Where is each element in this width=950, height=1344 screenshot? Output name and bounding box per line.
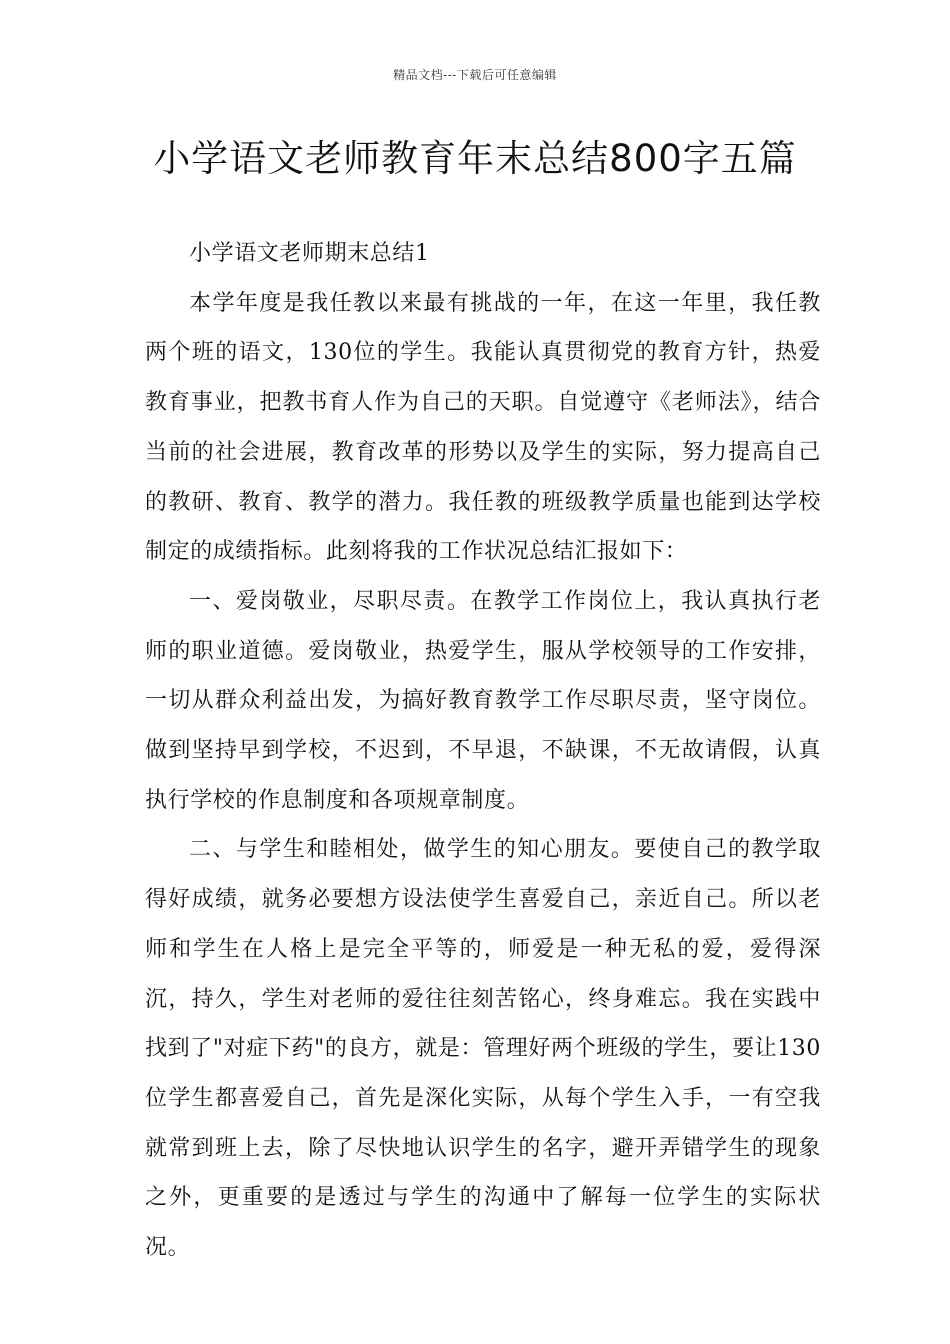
paragraph-dedication: 一、爱岗敬业，尽职尽责。在教学工作岗位上，我认真执行老师的职业道德。爱岗敬业，热爱学生，服从学校领导的工作安排，一切从群众利益出发，为搞好教育教学工作尽职尽责，坚守岗位。做到坚持早到学校，不迟到，不早退，不缺课，不无故请假，认真执行学校的作息制度和各项规章制度。 [145,588,821,813]
running-header: 精品文档---下载后可任意编辑 [393,68,557,82]
document-title: 小学语文老师教育年末总结800字五篇 [153,137,797,180]
document-body [145,229,821,1273]
section-subtitle: 小学语文老师期末总结1 [189,241,430,266]
paragraph-student-relations: 二、与学生和睦相处，做学生的知心朋友。要使自己的教学取得好成绩，就务必要想方设法使学生喜爱自己，亲近自己。所以老师和学生在人格上是完全平等的，师爱是一种无私的爱，爱得深沉，持久，学生对老师的爱往往刻苦铭心，终身难忘。我在实践中找到了"对症下药"的良方，就是：管理好两个班级的学生，要让130位学生都喜爱自己，首先是深化实际，从每个学生入手，一有空我就常到班上去，除了尽快地认识学生的名字，避开弄错学生的现象之外，更重要的是透过与学生的沟通中了解每一位学生的实际状况。 [145,837,821,1261]
paragraph-intro: 本学年度是我任教以来最有挑战的一年，在这一年里，我任教两个班的语文，130位的学生。我能认真贯彻党的教育方针，热爱教育事业，把教书育人作为自己的天职。自觉遵守《老师法》，结合当前的社会进展，教育改革的形势以及学生的实际，努力提高自己的教研、教育、教学的潜力。我任教的班级教学质量也能到达学校制定的成绩指标。此刻将我的工作状况总结汇报如下： [145,290,821,565]
